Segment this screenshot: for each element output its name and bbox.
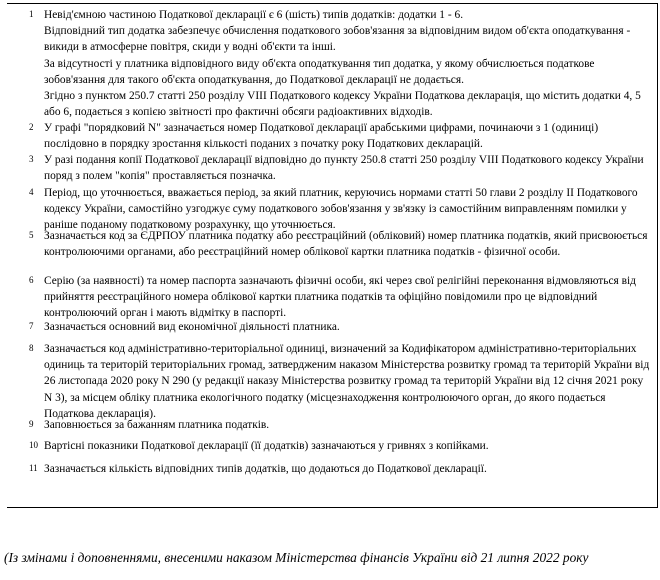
note-text: Невід'ємною частиною Податкової декларації є 6 (шість) типів додатків: додатки 1 - 6. [44, 9, 464, 21]
note-text: Зазначається кількість відповідних типів додатків, що додаються до Податкової декларації. [44, 463, 487, 475]
note-text: Заповнюється за бажанням платника податків. [44, 419, 270, 431]
note-number: 5 [29, 230, 34, 240]
note-number: 7 [29, 321, 34, 331]
note-number: 10 [29, 440, 38, 450]
note-number: 11 [29, 463, 38, 473]
note-text: Вартісні показники Податкової декларації (її додатків) зазначаються у гривнях з копійками. [44, 440, 489, 452]
note-text: У графі "порядковий N" зазначається номер Податкової декларації арабськими цифрами, починаючи з 1 (одиниці) послідовно в порядку зростання кількості поданих з початку року Податкових декларацій. [44, 122, 599, 151]
note-number: 2 [29, 122, 34, 132]
note-text: Період, що уточнюється, вважається період, за який платник, керуючись нормами статті 50 глави 2 розділу II Податкового кодексу України, самостійно узгоджує суму податкового зобов'язання у зв'язку із самостійним виправленням помилки у раніше поданому податковому розрахунку, що уточнюється. [44, 187, 638, 232]
note-number: 9 [29, 419, 34, 429]
notes-table [7, 3, 658, 508]
note-text: Зазначається код адміністративно-територіальної одиниці, визначений за Кодифікатором адміністративно-територіальних одиниць та територій територіальних громад, затвердженим наказом Міністерства розвитку громад та територій України від 26 листопада 2020 року N 290 (у редакції наказу Міністерства розвитку громад та територій України від 12 січня 2021 року N 3), за місцем обліку платника екологічного податку (місцезнаходження контролюючого орган, до якого подається Податкова декларація). [44, 343, 650, 420]
note-text: Серію (за наявності) та номер паспорта зазначають фізичні особи, які через свої релігійні переконання відмовляються від прийняття реєстраційного номера облікової картки платника податків та офіційно повідомили про це відповідний контролюючий орган і мають відмітку в паспорті. [44, 275, 636, 320]
note-number: 6 [29, 275, 34, 285]
note-text: У разі подання копії Податкової декларації відповідно до пункту 250.8 статті 250 розділу VIII Податкового кодексу України поряд з полем "копія" проставляється позначка. [44, 154, 644, 183]
note-number: 8 [29, 343, 34, 353]
note-text: Згідно з пунктом 250.7 статті 250 розділу VIII Податкового кодексу України Податкова декларація, що містить додатки 4, 5 або 6, подається з копією звітності про фактичні обсяги радіоактивних відходів. [44, 90, 641, 119]
note-number: 3 [29, 154, 34, 164]
amendment-note: (Із змінами і доповненнями, внесеними наказом Міністерства фінансів України від 21 липня 2022 року [4, 550, 589, 565]
note-text: Зазначається код за ЄДРПОУ платника податку або реєстраційний (обліковий) номер платника податків, який присвоюється контролюючими органами, або реєстраційний номер облікової картки платника податків - фізичної особи. [44, 230, 648, 259]
note-text: Зазначається основний вид економічної діяльності платника. [44, 321, 340, 333]
note-number: 4 [29, 187, 34, 197]
note-number: 1 [29, 9, 34, 19]
note-text: За відсутності у платника відповідного виду об'єкта оподаткування тип додатка, у якому обчислюється податкове зобов'язання для такого об'єкта оподаткування, до Податкової декларації не додається. [44, 57, 595, 86]
note-text: Відповідний тип додатка забезпечує обчислення податкового зобов'язання за відповідним видом об'єкта оподаткування - викиди в атмосферне повітря, скиди у водні об'єкти та інші. [44, 25, 631, 54]
